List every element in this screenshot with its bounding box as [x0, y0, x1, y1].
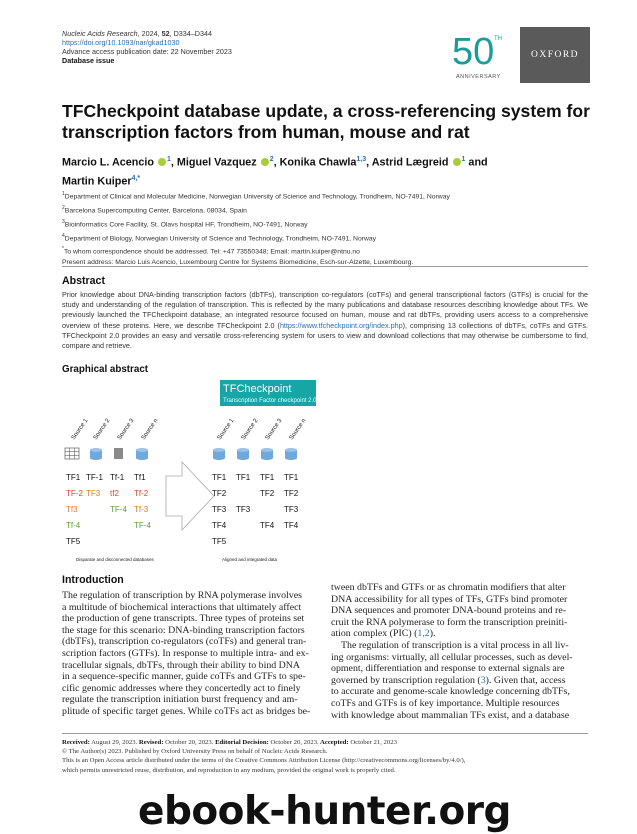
license-line-1: This is an Open Access article distributed under the terms of the Creative Commons Attribution License (http://creativecommons.org/licenses/by/4.0/), [62, 757, 466, 765]
graphical-abstract [62, 378, 382, 568]
left-tf-label: Tf-4 [66, 521, 81, 530]
tfcheckpoint-link[interactable]: https://www.tfcheckpoint.org/index.php [279, 320, 403, 330]
right-source-label: Source n [288, 418, 308, 442]
left-source-label: Source 3 [116, 418, 136, 442]
banner-subtitle: Transcription Factor checkpoint 2.0 [223, 398, 317, 404]
right-tf-label: TF3 [284, 505, 299, 514]
present-address: Present address: Marcio Luis Acencio, Luxembourg Centre for Systems Biomedicine, Esch-sur-Alzette, Luxembourg. [62, 259, 414, 267]
left-tf-label: TF5 [66, 537, 81, 546]
right-caption: Aligned and integrated data [222, 557, 278, 562]
author-1[interactable]: Marcio L. Acencio [62, 156, 154, 169]
arrow-icon [166, 462, 214, 530]
table-icon [65, 448, 79, 459]
right-source-label: Source 2 [240, 418, 260, 442]
database-icon [90, 448, 102, 460]
database-icon [237, 448, 249, 460]
journal-volume: 52 [161, 29, 170, 38]
right-tf-label: TF1 [260, 473, 275, 482]
left-tf-label: Tf3 [66, 505, 78, 514]
author-3-affil: 1,3 [356, 156, 367, 163]
right-tf-label: TF4 [260, 521, 275, 530]
left-source-label: Source n [140, 418, 160, 442]
author-5[interactable]: Martin Kuiper [62, 175, 132, 188]
affiliation-3: $^3$Bioinformatics Core Facility, St. Olavs hospital HF, Trondheim, NO-7491, Norway [62, 218, 308, 228]
left-tf-label: TF3 [86, 489, 101, 498]
left-tf-label: TF1 [66, 473, 81, 482]
divider [62, 266, 588, 267]
affiliation-4: $^4$Department of Biology, Norwegian University of Science and Technology, Trondheim, NO-7491, Norway [62, 232, 377, 242]
right-tf-label: TF3 [236, 505, 251, 514]
introduction-heading: Introduction [62, 574, 124, 586]
affiliation-2: $^2$Barcelona Supercomputing Center, Barcelona, 08034, Spain [62, 204, 247, 215]
left-tf-label: TF-4 [134, 521, 151, 530]
database-icon [136, 448, 148, 460]
right-tf-label: TF1 [212, 473, 227, 482]
journal-name: Nucleic Acids Research [62, 29, 138, 38]
intro-right-column: tween dbTFs and GTFs or as chromatin modifiers that alter DNA accessibility for all types of TFs, GTFs bind promoter DNA sequences and promoter DNA-bound proteins and re- cruit the RNA polymerase to form the transcription preiniti- ation complex (PIC) (1,2). The regulation of transcription is a vital process in all liv- ing organisms: virtually, all cellular processes, such as devel- opment, differentiation and response to external signals are governed by transcription regulation (3). Given that, access to accurate and genome-scale knowledge concerning dbTFs, coTFs and GTFs is of key importance. Multiple resources with knowledge about mammalian TFs exist, and a database [331, 582, 573, 721]
left-tf-label: Tf1 [134, 473, 146, 482]
author-list [62, 152, 592, 189]
abstract-body: Prior knowledge about DNA-binding transcription factors (dbTFs), transcription co-regulators (coTFs) and general transcriptional factors (GTFs) is crucial for the study and understanding of the regulation of transcription. This is reflected by the many publications and database resources describing knowledge about TFs. We previously launched the TFCheckpoint database, an integrated resource focused on human, mouse and rat dbTFs, providing users access to a comprehensive overview of these proteins. Here, we describe TFCheckpoint 2.0 (https://www.tfcheckpoint.org/index.php), comprising 13 collections of dbTFs, coTFs and GTFs. TFCheckpoint 2.0 provides an easy and versatile cross-referencing system for users to view and download collections that may otherwise be cumbersome to find, compare and retrieve. [62, 290, 589, 351]
author-4-affil: 1 [461, 156, 466, 163]
advance-access: Advance access publication date: 22 November 2023 [62, 47, 232, 56]
right-tf-label: TF4 [284, 521, 299, 530]
anniversary-text: ANNIVERSARY [456, 74, 501, 80]
database-icon [261, 448, 273, 460]
footer-divider [62, 733, 588, 734]
banner-title: TFCheckpoint [223, 383, 292, 395]
left-tf-label: TF-1 [86, 473, 103, 482]
document-icon [114, 448, 123, 459]
left-tf-label: TF-2 [66, 489, 83, 498]
abstract-heading: Abstract [62, 275, 105, 287]
article-title: TFCheckpoint database update, a cross-referencing system for transcription factors from human, mouse and rat [62, 101, 590, 142]
database-icon [285, 448, 297, 460]
right-tf-label: TF2 [212, 489, 227, 498]
journal-pages: , D334–D344 [169, 29, 212, 38]
right-tf-label: TF3 [212, 505, 227, 514]
anniversary-number: 50 [452, 31, 495, 73]
correspondence: *To whom correspondence should be addressed. Tel: +47 73550348; Email: martin.kuiper@ntnu.no [62, 246, 360, 256]
citation-link[interactable]: 1,2 [417, 628, 430, 640]
left-source-label: Source 1 [70, 418, 90, 442]
citation-link[interactable]: 3 [480, 674, 486, 686]
orcid-icon[interactable] [453, 158, 461, 166]
database-icon [213, 448, 225, 460]
left-source-label: Source 2 [92, 418, 112, 442]
graphical-abstract-heading: Graphical abstract [62, 364, 149, 375]
left-tf-label: tf2 [110, 489, 119, 498]
copyright: © The Author(s) 2023. Published by Oxford University Press on behalf of Nucleic Acids Research. [62, 748, 328, 756]
anniversary-logo [442, 26, 514, 84]
left-tf-label: TF-4 [110, 505, 127, 514]
orcid-icon[interactable] [158, 158, 166, 166]
right-tf-label: TF2 [260, 489, 275, 498]
author-4[interactable]: , Astrid Lægreid [366, 156, 449, 169]
affiliations [62, 189, 592, 269]
anniversary-logo-graphic [442, 26, 514, 84]
anniversary-sup: TH [494, 36, 502, 42]
right-tf-label: TF2 [284, 489, 299, 498]
intro-left-column: The regulation of transcription by RNA polymerase involves a multitude of biochemical interactions that ultimately affect the production of gene transcripts. Three types of proteins set the stage for this scenario: DNA-binding transcription factors (dbTFs), transcription co-regulators (coTFs) and general tran- scription factors (GTFs). In response to multiple intra- and ex- tracellular signals, dbTFs, through their ability to bind DNA in a sequence-specific manner, guide coTFs and GTFs to spe- cific genomic addresses where they concertedly act to finely regulate the transcription initiation burst frequency and am- plitude of specific target genes. While coTFs act as bridges be- [62, 590, 311, 717]
right-tf-label: TF4 [212, 521, 227, 530]
graphical-abstract-figure [62, 378, 382, 568]
license-line-2: which permits unrestricted reuse, distribution, and reproduction in any medium, provided the original work is properly cited. [62, 766, 396, 774]
right-source-label: Source 1 [216, 418, 236, 442]
author-3[interactable]: , Konika Chawla [273, 156, 357, 169]
left-tf-label: Tf-3 [134, 505, 149, 514]
publisher-name: OXFORD [530, 50, 580, 60]
dates-line: Received: August 29, 2023. Revised: October 20, 2023. Editorial Decision: October 20, 2023. Accepted: October 21, 2023 [62, 739, 397, 746]
right-tf-label: TF1 [284, 473, 299, 482]
oxford-logo [520, 27, 590, 83]
left-caption: Disparate and disconnected databases [76, 557, 154, 562]
author-and: and [465, 156, 488, 169]
section-label: Database issue [62, 56, 115, 65]
right-source-label: Source 3 [264, 418, 284, 442]
left-tf-label: Tf-2 [134, 489, 149, 498]
left-tf-label: Tf-1 [110, 473, 125, 482]
right-tf-label: TF1 [236, 473, 251, 482]
author-2-affil: 2 [269, 156, 274, 163]
watermark: ebook-hunter.org [138, 789, 511, 834]
author-5-affil: 4,* [131, 174, 141, 182]
right-tf-label: TF5 [212, 537, 227, 546]
journal-header [62, 29, 232, 65]
author-1-affil: 1 [167, 156, 171, 163]
doi-link[interactable]: https://doi.org/10.1093/nar/gkad1030 [62, 38, 180, 47]
orcid-icon[interactable] [261, 158, 269, 166]
journal-year: , 2024, [137, 29, 162, 38]
footer [62, 738, 588, 775]
affiliation-1: $^1$Department of Clinical and Molecular Medicine, Norwegian University of Science and Technology, Trondheim, NO-7491, Norway [62, 191, 450, 201]
author-2[interactable]: , Miguel Vazquez [170, 156, 257, 169]
